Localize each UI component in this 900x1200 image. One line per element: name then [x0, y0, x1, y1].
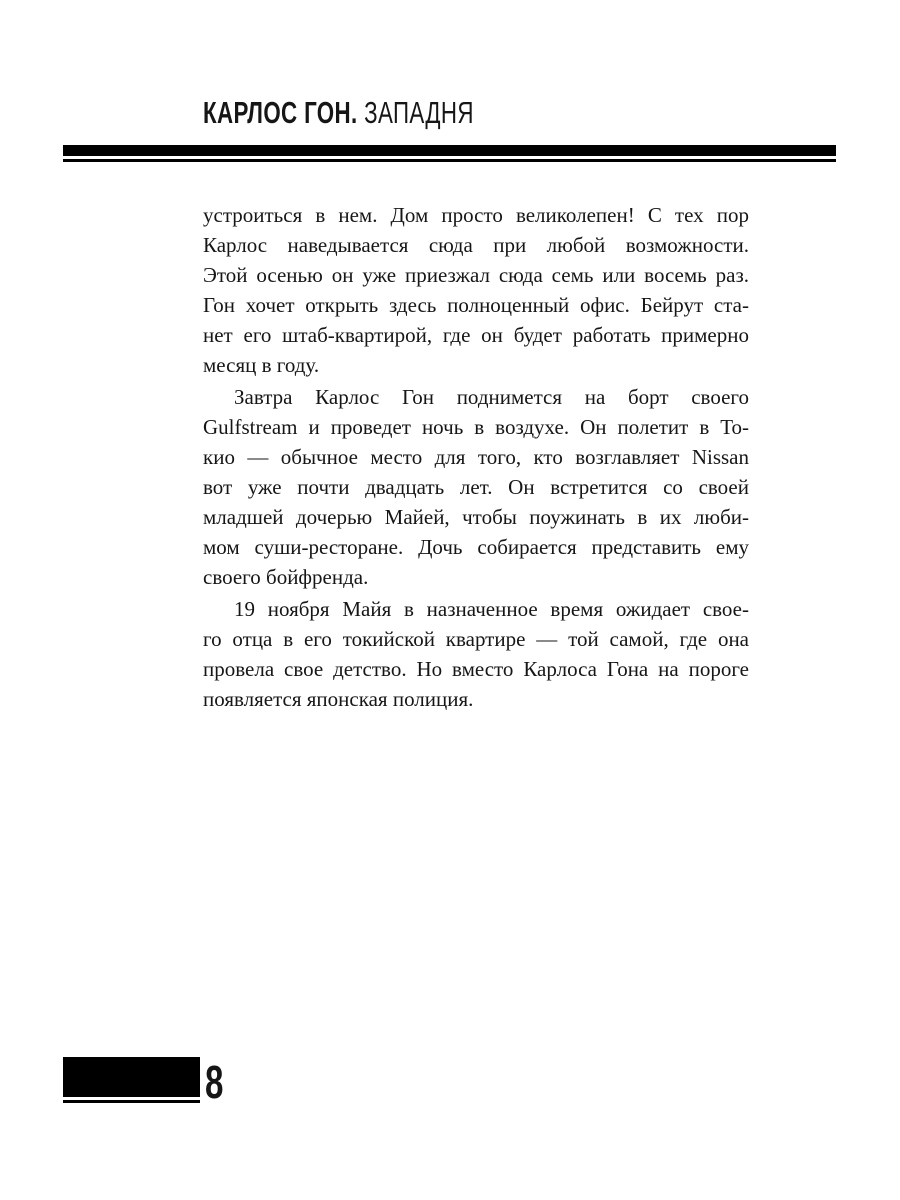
text-line: Карлос наведывается сюда при любой возможности.	[203, 233, 749, 257]
text-line: появляется японская полиция.	[203, 687, 474, 711]
text-line: нет его штаб-квартирой, где он будет работать примерно	[203, 323, 749, 347]
text-line: 19 ноября Майя в назначенное время ожидает свое-	[234, 597, 749, 621]
text-line: Этой осенью он уже приезжал сюда семь или восемь раз.	[203, 263, 749, 287]
text-line: кио — обычное место для того, кто возглавляет Nissan	[203, 445, 749, 469]
text-line: го отца в его токийской квартире — той самой, где она	[203, 627, 749, 651]
folio-bar-thick	[63, 1057, 200, 1097]
paragraph	[203, 382, 749, 592]
header-rule-thick	[63, 145, 836, 156]
text-line: устроиться в нем. Дом просто великолепен! С тех пор	[203, 203, 749, 227]
running-head-title: ЗАПАДНЯ	[364, 95, 474, 130]
folio-bar-thin	[63, 1100, 200, 1103]
page-number: 8	[205, 1056, 224, 1108]
paragraph	[203, 594, 749, 714]
body-text	[203, 200, 749, 716]
header-rule-thin	[63, 159, 836, 162]
text-line: младшей дочерью Майей, чтобы поужинать в их люби-	[203, 505, 749, 529]
text-line: Завтра Карлос Гон поднимется на борт своего	[234, 385, 749, 409]
text-line: мом суши-ресторане. Дочь собирается представить ему	[203, 535, 749, 559]
text-line: провела свое детство. Но вместо Карлоса Гона на пороге	[203, 657, 749, 681]
text-line: Gulfstream и проведет ночь в воздухе. Он полетит в То-	[203, 415, 749, 439]
paragraph	[203, 200, 749, 380]
text-line: месяц в году.	[203, 353, 320, 377]
text-line: вот уже почти двадцать лет. Он встретится со своей	[203, 475, 749, 499]
running-head-author: КАРЛОС ГОН.	[203, 95, 358, 130]
text-line: Гон хочет открыть здесь полноценный офис. Бейрут ста-	[203, 293, 749, 317]
text-line: своего бойфренда.	[203, 565, 369, 589]
running-head	[203, 93, 474, 133]
